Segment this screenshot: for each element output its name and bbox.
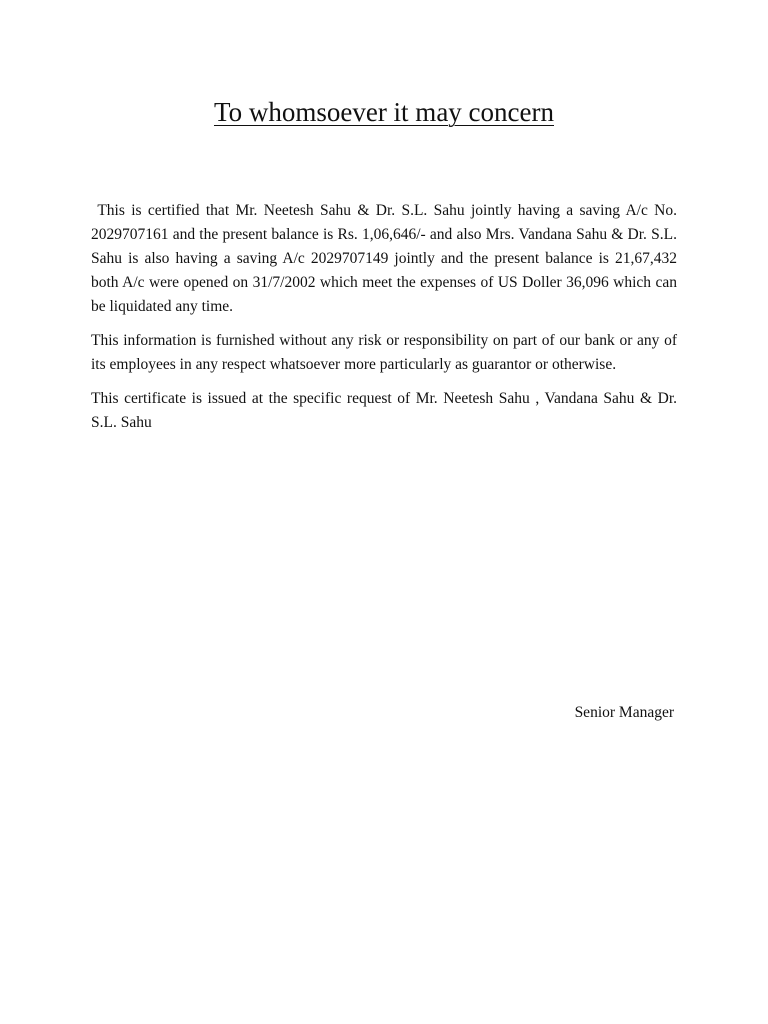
request-paragraph: This certificate is issued at the specific request of Mr. Neetesh Sahu , Vandana Sahu & Dr. S.L. Sahu bbox=[91, 390, 681, 431]
disclaimer-paragraph: This information is furnished without any risk or responsibility on part of our bank or any of its employees in any respect whatsoever more particularly as guarantor or otherwise. bbox=[91, 332, 681, 373]
document-title: To whomsoever it may concern bbox=[213, 97, 554, 127]
signature-title: Senior Manager bbox=[574, 704, 674, 721]
document-body bbox=[91, 199, 681, 445]
certificate-paragraph: This is certified that Mr. Neetesh Sahu & Dr. S.L. Sahu jointly having a saving A/c No. 2029707161 and the present balance is Rs. 1,06,646/- and also Mrs. Vandana Sahu & Dr. S.L. Sahu is also having a saving A/c 2029707149 jointly and the present balance is 21,67,432 both A/c were opened on 31/7/2002 which meet the expenses of US Doller 36,096 which can be liquidated any time. bbox=[91, 202, 681, 315]
